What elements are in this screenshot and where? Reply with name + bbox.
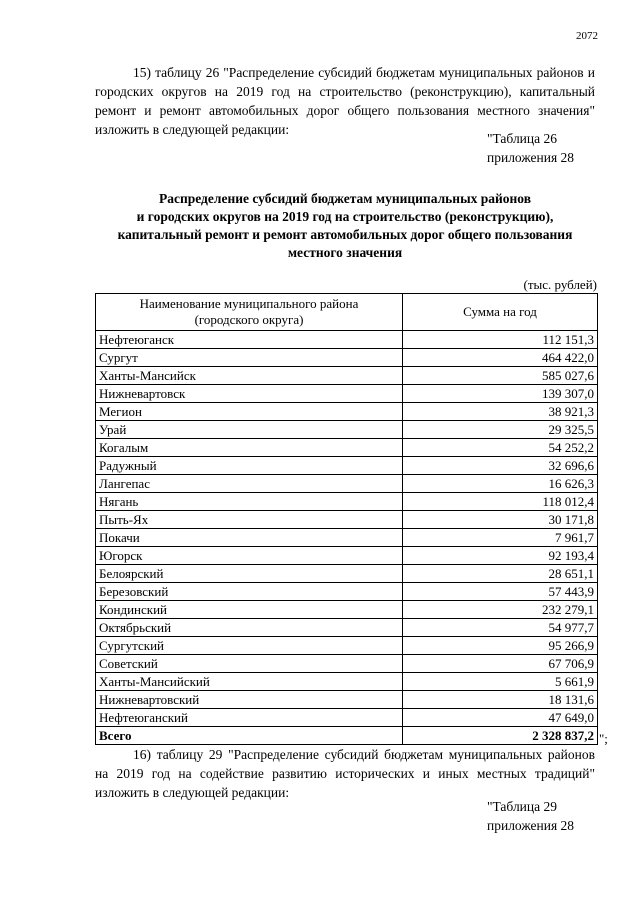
- table-row: [96, 529, 598, 547]
- row-name: Белоярский: [96, 565, 403, 583]
- table-row: [96, 511, 598, 529]
- row-amount: 118 012,4: [403, 493, 598, 511]
- paragraph-16: 16) таблицу 29 "Распределение субсидий бюджетам муниципальных районов на 2019 год на содействие развитию исторических и иных местных традиций" изложить в следующей редакции:: [95, 747, 595, 800]
- row-name: Пыть-Ях: [96, 511, 403, 529]
- row-amount: 54 977,7: [403, 619, 598, 637]
- title-line: Распределение субсидий бюджетам муниципальных районов: [158, 191, 532, 206]
- table-row: [96, 367, 598, 385]
- row-amount: 5 661,9: [403, 673, 598, 691]
- row-amount: 95 266,9: [403, 637, 598, 655]
- table-row: [96, 619, 598, 637]
- table-row: [96, 457, 598, 475]
- total-row: [96, 727, 598, 745]
- row-name: Когалым: [96, 439, 403, 457]
- table-row: [96, 655, 598, 673]
- table-row: [96, 709, 598, 727]
- row-name: Советский: [96, 655, 403, 673]
- row-name: Нижневартовск: [96, 385, 403, 403]
- table-row: [96, 493, 598, 511]
- caption-29-line1: "Таблица 29: [487, 799, 557, 814]
- row-amount: 67 706,9: [403, 655, 598, 673]
- table-row: [96, 583, 598, 601]
- row-amount: 32 696,6: [403, 457, 598, 475]
- row-amount: 7 961,7: [403, 529, 598, 547]
- total-label: Всего: [96, 727, 403, 745]
- total-suffix: ";: [599, 731, 608, 746]
- title-line: местного значения: [287, 245, 403, 260]
- row-name: Нягань: [96, 493, 403, 511]
- caption-table-29: [487, 797, 597, 835]
- row-name: Нефтеюганский: [96, 709, 403, 727]
- table-row: [96, 439, 598, 457]
- caption-26-line1: "Таблица 26: [487, 131, 557, 146]
- row-name: Урай: [96, 421, 403, 439]
- row-name: Октябрьский: [96, 619, 403, 637]
- row-amount: 29 325,5: [403, 421, 598, 439]
- title-line: и городских округов на 2019 год на строительство (реконструкцию),: [136, 209, 554, 224]
- row-amount: 47 649,0: [403, 709, 598, 727]
- table-body: [96, 331, 598, 745]
- table-row: [96, 331, 598, 349]
- table-row: [96, 691, 598, 709]
- title-line: капитальный ремонт и ремонт автомобильных дорог общего пользования: [117, 227, 573, 242]
- row-amount: 139 307,0: [403, 385, 598, 403]
- table-row: [96, 565, 598, 583]
- row-amount: 232 279,1: [403, 601, 598, 619]
- table-row: [96, 403, 598, 421]
- row-name: Ханты-Мансийский: [96, 673, 403, 691]
- row-name: Мегион: [96, 403, 403, 421]
- table-title: [95, 190, 595, 262]
- row-amount: 30 171,8: [403, 511, 598, 529]
- row-name: Нижневартовский: [96, 691, 403, 709]
- row-name: Нефтеюганск: [96, 331, 403, 349]
- row-name: Лангепас: [96, 475, 403, 493]
- row-amount: 18 131,6: [403, 691, 598, 709]
- row-amount: 28 651,1: [403, 565, 598, 583]
- header-name-line2: (городского округа): [194, 312, 304, 327]
- units-label: (тыс. рублей): [523, 277, 597, 292]
- row-amount: 112 151,3: [403, 331, 598, 349]
- caption-26-line2: приложения 28: [487, 150, 575, 165]
- table-row: [96, 475, 598, 493]
- table-row: [96, 673, 598, 691]
- row-name: Покачи: [96, 529, 403, 547]
- row-amount: 464 422,0: [403, 349, 598, 367]
- table-row: [96, 637, 598, 655]
- table-row: [96, 385, 598, 403]
- row-name: Кондинский: [96, 601, 403, 619]
- table-row: [96, 421, 598, 439]
- row-name: Березовский: [96, 583, 403, 601]
- row-amount: 16 626,3: [403, 475, 598, 493]
- header-amount: Сумма на год: [403, 294, 598, 331]
- header-name: [96, 294, 403, 331]
- row-name: Ханты-Мансийск: [96, 367, 403, 385]
- table-row: [96, 349, 598, 367]
- row-name: Сургутский: [96, 637, 403, 655]
- caption-table-26: [487, 129, 597, 167]
- row-name: Сургут: [96, 349, 403, 367]
- total-amount: 2 328 837,2: [403, 727, 598, 745]
- table-row: [96, 601, 598, 619]
- row-amount: 38 921,3: [403, 403, 598, 421]
- paragraph-15: 15) таблицу 26 "Распределение субсидий бюджетам муниципальных районов и городских округов на 2019 год на строительство (реконструкцию), капитальный ремонт и ремонт автомобильных дорог общего пользования местного значения" изложить в следующей редакции:: [95, 65, 595, 137]
- page-number: 2072: [576, 30, 598, 42]
- row-amount: 54 252,2: [403, 439, 598, 457]
- table-header-row: [96, 294, 598, 331]
- row-name: Радужный: [96, 457, 403, 475]
- table-row: [96, 547, 598, 565]
- subsidy-table: [95, 293, 598, 745]
- row-amount: 57 443,9: [403, 583, 598, 601]
- caption-29-line2: приложения 28: [487, 818, 575, 833]
- row-amount: 92 193,4: [403, 547, 598, 565]
- row-amount: 585 027,6: [403, 367, 598, 385]
- row-name: Югорск: [96, 547, 403, 565]
- header-name-line1: Наименование муниципального района: [139, 296, 359, 311]
